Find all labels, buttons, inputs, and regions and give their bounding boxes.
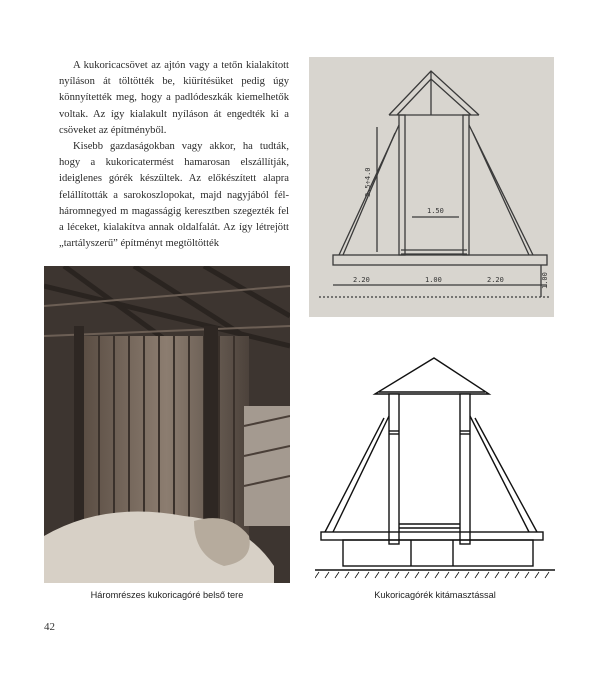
dim-inner-width: 1.50 xyxy=(427,207,444,215)
page-number: 42 xyxy=(44,621,55,633)
body-text xyxy=(59,58,289,252)
caption-drawing: Kukoricagórék kitámasztással xyxy=(374,590,496,600)
dim-right-span: 2.20 xyxy=(487,276,504,284)
dim-left-span: 2.20 xyxy=(353,276,370,284)
technical-drawing-photo xyxy=(309,57,554,317)
corn-crib-drawing xyxy=(315,356,555,582)
caption-interior-photo: Háromrészes kukoricagóré belső tere xyxy=(90,590,244,600)
paragraph-1: A kukoricacsövet az ajtón vagy a tetőn kialakított nyíláson át töltötték be, kiürítésüket pedig úgy könnyítették meg, hogy a padlódeszkák kiemelhetők voltak. Az így kialakult nyíláson át engedték ki a csöveket az építményből. xyxy=(59,60,289,136)
paragraph-2: Kisebb gazdaságokban vagy akkor, ha tudták, hogy a kukoricatermést hamarosan elszállítják, ideiglenes górék készültek. Az előkészített alapra felállították a sarokoszlopokat, majd nagyjából fél-háromnegyed m magasságig keresztben szegezték fel a léceket, kialakítva annak oldalfalát. Az így létrejött „tartályszerű” építményt megtöltötték xyxy=(59,141,289,250)
interior-photo xyxy=(44,266,290,583)
dim-center-span: 1.00 xyxy=(425,276,442,284)
dim-base-height: 1.00 xyxy=(541,272,549,289)
dim-height: 3.5÷4.0 xyxy=(364,167,372,197)
